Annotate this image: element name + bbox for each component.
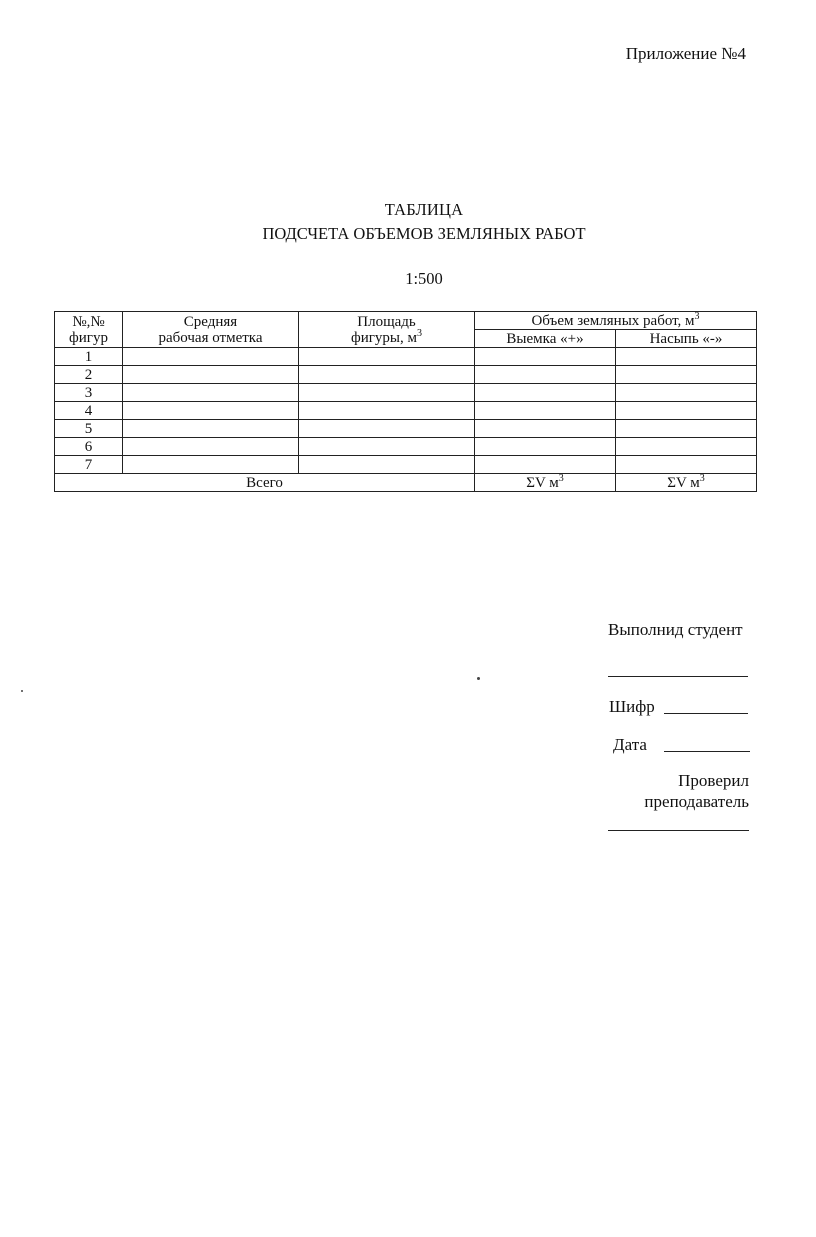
table-row [55, 366, 757, 384]
scan-speck [477, 677, 480, 680]
header-figure-area: Площадь фигуры, $м^3$ [299, 312, 475, 348]
appendix-label: Приложение №4 [625, 44, 746, 63]
date-line [664, 751, 750, 752]
cipher-label: Шифр [609, 697, 655, 716]
scale-label: 1:500 [405, 269, 443, 288]
row-number: 1 [55, 348, 123, 366]
cell-fill [616, 456, 757, 474]
row-number: 5 [55, 420, 123, 438]
cell-fill [616, 384, 757, 402]
row-number: 3 [55, 384, 123, 402]
cipher-line [664, 713, 748, 714]
cell-cut [475, 348, 616, 366]
earthwork-volume-table [54, 311, 757, 492]
cell-fill [616, 402, 757, 420]
student-label: Выполнид студент [608, 620, 743, 639]
checked-label: Проверил [678, 771, 749, 790]
cell-cut [475, 384, 616, 402]
table-row [55, 456, 757, 474]
table-header-row [55, 312, 757, 330]
cell-mark [123, 348, 299, 366]
header-cut: Выемка «+» [475, 330, 616, 348]
cell-area [299, 348, 475, 366]
cell-area [299, 456, 475, 474]
total-label: Всего [55, 474, 475, 492]
student-signature-line [608, 676, 748, 677]
cell-mark [123, 438, 299, 456]
document-subtitle: ПОДСЧЕТА ОБЪЕМОВ ЗЕМЛЯНЫХ РАБОТ [262, 224, 586, 243]
scan-speck [21, 690, 23, 692]
total-cut: ΣV $м^3$ [475, 474, 616, 492]
table-row [55, 420, 757, 438]
cell-cut [475, 402, 616, 420]
cell-area [299, 366, 475, 384]
total-fill: ΣV $м^3$ [616, 474, 757, 492]
header-earthwork-volume: Объем земляных работ, $м^3$ [475, 312, 757, 330]
table-total-row [55, 474, 757, 492]
cell-mark [123, 420, 299, 438]
cell-fill [616, 438, 757, 456]
table-row [55, 402, 757, 420]
cell-fill [616, 366, 757, 384]
table-row [55, 348, 757, 366]
cell-cut [475, 438, 616, 456]
cell-area [299, 438, 475, 456]
cell-area [299, 402, 475, 420]
cell-mark [123, 384, 299, 402]
row-number: 6 [55, 438, 123, 456]
cell-area [299, 384, 475, 402]
cell-fill [616, 348, 757, 366]
row-number: 2 [55, 366, 123, 384]
cell-area [299, 420, 475, 438]
table-row [55, 384, 757, 402]
document-title: ТАБЛИЦА [384, 200, 464, 219]
teacher-label: преподаватель [644, 792, 749, 811]
row-number: 7 [55, 456, 123, 474]
header-average-mark: Средняя рабочая отметка [123, 312, 299, 348]
cell-cut [475, 456, 616, 474]
header-fill: Насыпь «-» [616, 330, 757, 348]
teacher-signature-line [608, 830, 749, 831]
cell-cut [475, 366, 616, 384]
cell-cut [475, 420, 616, 438]
date-label: Дата [613, 735, 647, 754]
cell-fill [616, 420, 757, 438]
cell-mark [123, 402, 299, 420]
cell-mark [123, 456, 299, 474]
cell-mark [123, 366, 299, 384]
row-number: 4 [55, 402, 123, 420]
table-row [55, 438, 757, 456]
header-figure-number: №,№ фигур [55, 312, 123, 348]
